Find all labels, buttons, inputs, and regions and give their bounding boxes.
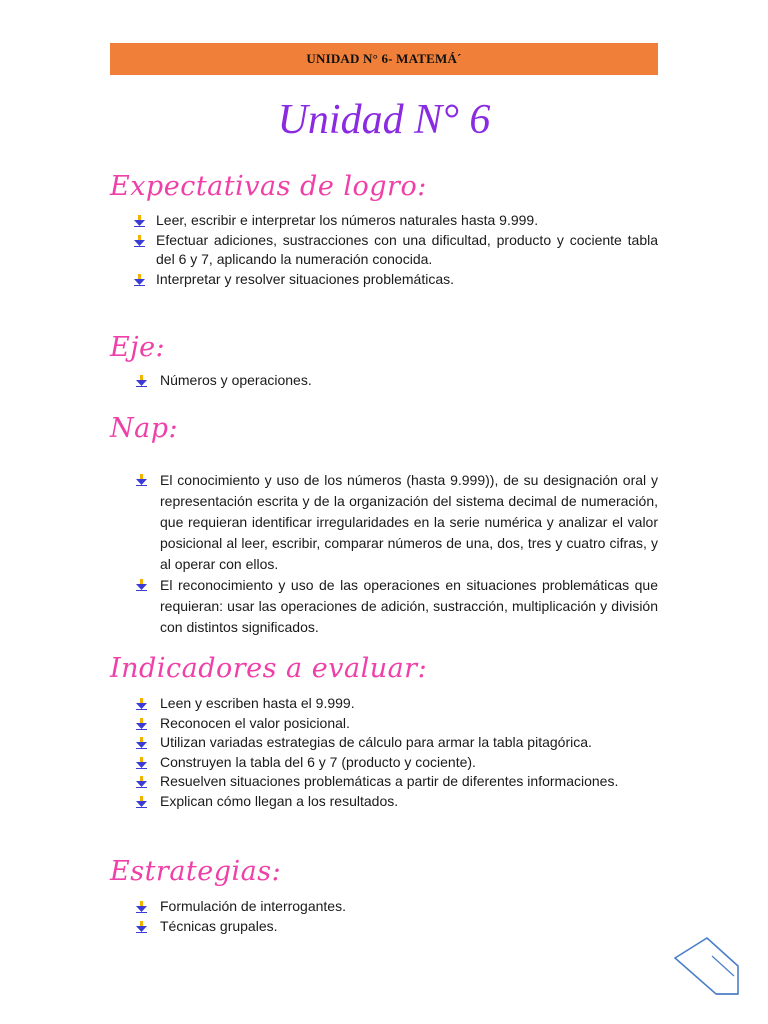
list-item: Leen y escriben hasta el 9.999. [136,694,649,714]
down-arrow-bullet-icon [136,375,147,387]
list-item: Números y operaciones. [136,371,658,391]
list-item: Utilizan variadas estrategias de cálculo para armar la tabla pitagórica. [136,733,649,753]
list-item: Formulación de interrogantes. [136,897,658,917]
list-nap [136,470,658,638]
down-arrow-bullet-icon [134,235,145,247]
down-arrow-bullet-icon [136,737,147,749]
heading-estrategias: Estrategias: [110,856,282,887]
list-item: Efectuar adiciones, sustracciones con una dificultad, producto y cociente tabla del 6 y 7, aplicando la numeración conocida. [134,231,658,270]
list-item: Reconocen el valor posicional. [136,714,649,734]
heading-nap: Nap: [110,413,179,444]
list-estrategias [136,897,658,936]
down-arrow-bullet-icon [136,718,147,730]
heading-indicadores: Indicadores a evaluar: [110,653,428,684]
down-arrow-bullet-icon [136,796,147,808]
list-expectativas [134,211,658,289]
down-arrow-bullet-icon [136,579,147,591]
header-banner-text: UNIDAD N° 6- MATEMÁ´ [306,51,462,66]
page-title: Unidad N° 6 [277,97,491,143]
heading-eje: Eje: [110,332,166,363]
list-item: Construyen la tabla del 6 y 7 (producto y cociente). [136,753,649,773]
list-item: El reconocimiento y uso de las operaciones en situaciones problemáticas que requieran: usar las operaciones de adición, sustracción, multiplicación y división con distintos significados. [136,575,658,638]
down-arrow-bullet-icon [136,901,147,913]
list-item: Técnicas grupales. [136,917,658,937]
pencil-outline-icon [672,936,742,998]
list-eje [136,371,658,391]
down-arrow-bullet-icon [136,698,147,710]
down-arrow-bullet-icon [136,474,147,486]
list-indicadores [136,694,649,812]
header-banner [110,43,658,75]
list-item: Leer, escribir e interpretar los números naturales hasta 9.999. [134,211,658,231]
list-item: Explican cómo llegan a los resultados. [136,792,649,812]
down-arrow-bullet-icon [136,757,147,769]
list-item: Interpretar y resolver situaciones problemáticas. [134,270,658,290]
down-arrow-bullet-icon [136,921,147,933]
down-arrow-bullet-icon [136,776,147,788]
list-item: Resuelven situaciones problemáticas a partir de diferentes informaciones. [136,772,649,792]
heading-expectativas: Expectativas de logro: [110,171,427,202]
down-arrow-bullet-icon [134,215,145,227]
down-arrow-bullet-icon [134,274,145,286]
list-item: El conocimiento y uso de los números (hasta 9.999)), de su designación oral y representación escrita y de la organización del sistema decimal de numeración, que requieran identificar irregularidades en la serie numérica y analizar el valor posicional al leer, escribir, comparar números de una, dos, tres y cuatro cifras, y al operar con ellos. [136,470,658,575]
